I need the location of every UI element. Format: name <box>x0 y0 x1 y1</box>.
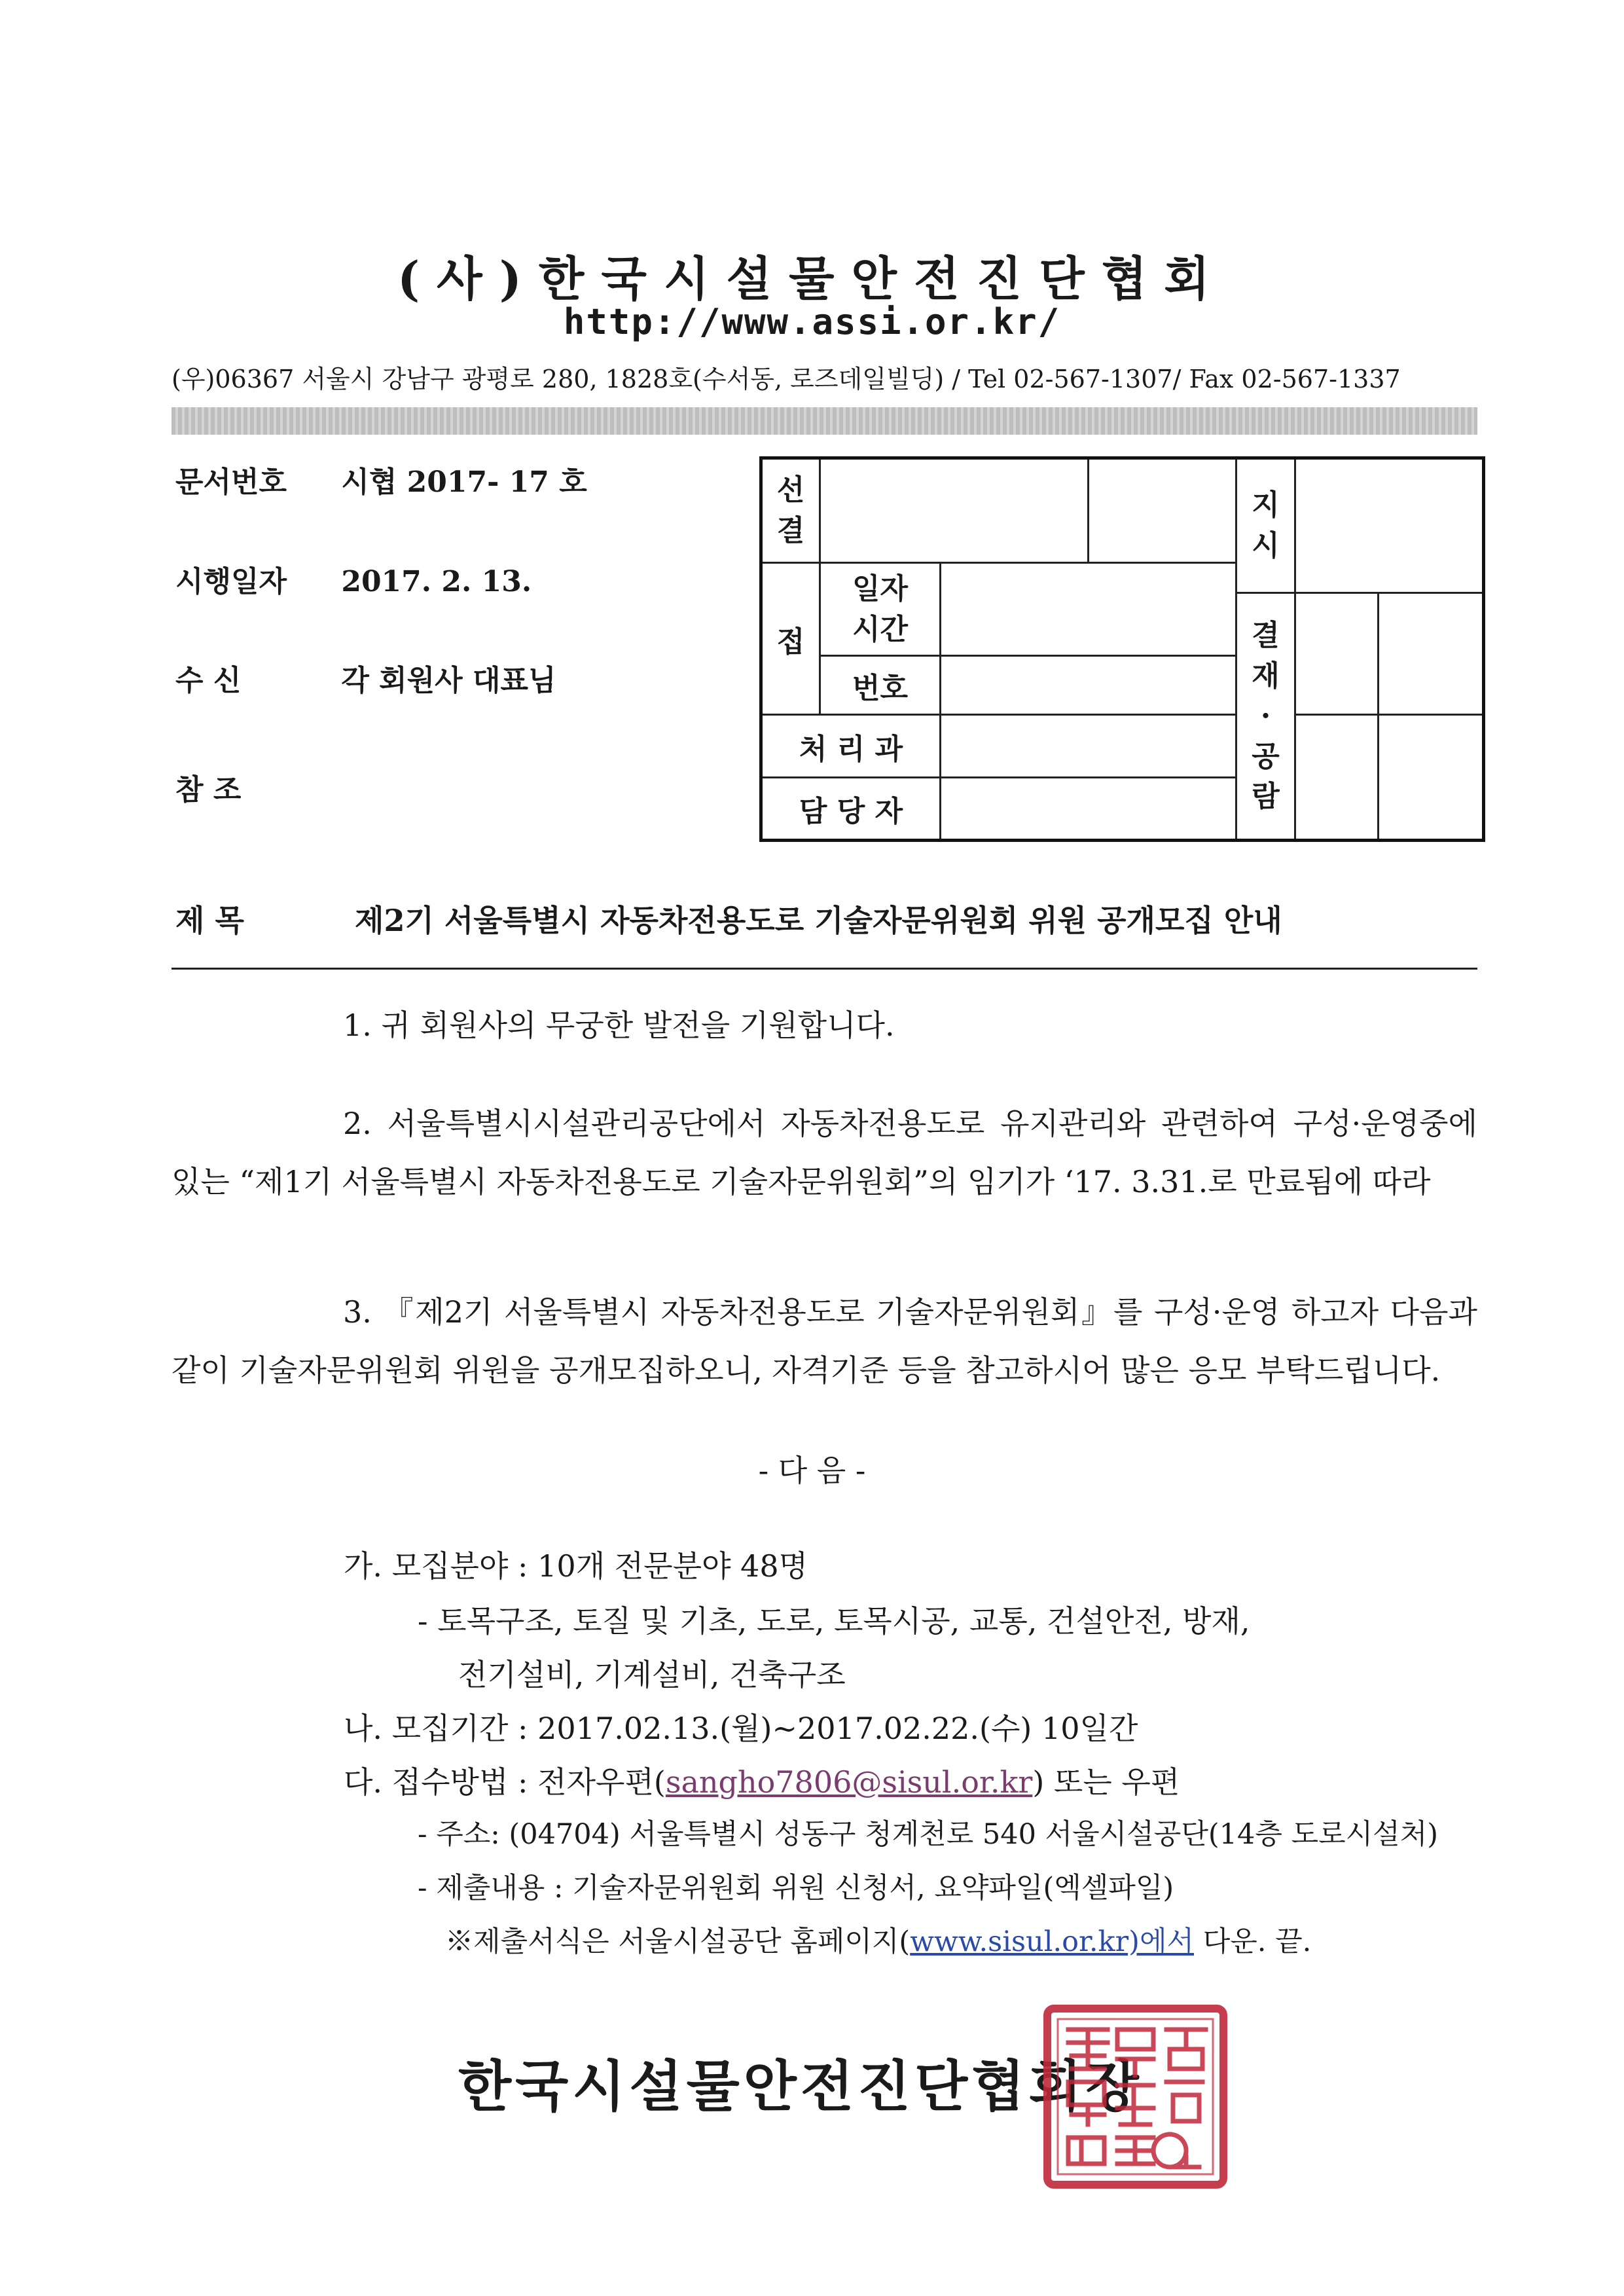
item-application-method <box>344 1758 1180 1802</box>
seon-gyeol-label: 선 결 <box>761 458 820 563</box>
recipient-label: 수 신 <box>175 664 242 697</box>
item-recruit-field: 가. 모집분야 : 10개 전문분야 48명 <box>344 1548 808 1584</box>
number-label: 번호 <box>820 656 941 715</box>
paragraph-3 <box>171 1283 1477 1400</box>
subject-label: 제 목 <box>175 903 244 938</box>
instruction-cell <box>1295 458 1484 593</box>
form-note-prefix: ※제출서식은 서울시설공단 홈페이지( <box>445 1925 911 1958</box>
recipient-value: 각 회원사 대표님 <box>341 664 556 697</box>
header-divider-band <box>171 407 1477 435</box>
paragraph-2 <box>171 1095 1477 1211</box>
paragraph-3-text: 3. 『제2기 서울특별시 자동차전용도로 기술자문위원회』를 구성·운영 하고자 다음과 같이 기술자문위원회 위원을 공개모집하오니, 자격기준 등을 참고하시어 많은 응모 부탁드립니다. <box>171 1294 1477 1388</box>
item-recruit-field-sub1: - 토목구조, 토질 및 기초, 도로, 토목시공, 교통, 건설안전, 방재, <box>418 1603 1250 1639</box>
seon-gyeol-cell-2 <box>1089 458 1236 563</box>
doc-number-label: 문서번호 <box>175 465 287 499</box>
approval-cell-a2 <box>1295 715 1379 841</box>
email-link[interactable]: sangho7806@sisul.or.kr <box>665 1764 1033 1800</box>
paragraph-1 <box>171 996 1477 1055</box>
form-note-suffix: 다운. 끝. <box>1194 1925 1312 1958</box>
item-submission-content: - 제출내용 : 기술자문위원회 위원 신청서, 요약파일(엑셀파일) <box>418 1872 1174 1904</box>
item-recruit-period: 나. 모집기간 : 2017.02.13.(월)~2017.02.22.(수) 10일간 <box>344 1711 1138 1746</box>
paragraph-1-text: 1. 귀 회원사의 무궁한 발전을 기원합니다. <box>343 1008 895 1043</box>
reference-label: 참 조 <box>175 773 242 807</box>
recipient-row <box>175 657 556 699</box>
approval-box <box>759 456 1482 841</box>
subject-row <box>175 897 1282 940</box>
website-link[interactable]: www.sisul.or.kr)에서 <box>910 1925 1195 1958</box>
item-recruit-field-sub2: 전기설비, 기계설비, 건축구조 <box>458 1657 846 1692</box>
organization-url[interactable]: http://www.assi.or.kr/ <box>563 301 1061 342</box>
approval-review-label: 결 재 · 공 람 <box>1236 593 1295 841</box>
item-form-note <box>445 1920 1311 1959</box>
subject-divider <box>171 968 1477 970</box>
reference-row <box>175 766 341 808</box>
issue-date-label: 시행일자 <box>175 565 287 598</box>
person-in-charge-cell <box>941 778 1236 841</box>
approval-cell-b2 <box>1379 715 1484 841</box>
doc-number-value: 시협 2017- 17 호 <box>341 465 587 499</box>
details-separator: - 다 음 - <box>758 1453 866 1488</box>
instruction-label: 지 시 <box>1236 458 1295 593</box>
application-method-prefix: 다. 접수방법 : 전자우편( <box>344 1764 666 1800</box>
approval-cell-b1 <box>1379 593 1484 715</box>
seon-gyeol-cell-1 <box>820 458 1089 563</box>
organization-title: (사)한국시설물안전진단협회 <box>397 251 1227 306</box>
number-cell <box>941 656 1236 715</box>
processing-dept-label: 처 리 과 <box>761 715 941 778</box>
person-in-charge-label: 담 당 자 <box>761 778 941 841</box>
jeop-su-label-top: 접 <box>761 563 820 715</box>
issue-date-value: 2017. 2. 13. <box>341 565 532 598</box>
processing-dept-cell <box>941 715 1236 778</box>
issue-date-row <box>175 558 532 600</box>
subject-value: 제2기 서울특별시 자동차전용도로 기술자문위원회 위원 공개모집 안내 <box>355 903 1282 938</box>
organization-address: (우)06367 서울시 강남구 광평로 280, 1828호(수서동, 로즈데일빌딩) / Tel 02-567-1307/ Fax 02-567-1337 <box>171 365 1401 393</box>
item-address: - 주소: (04704) 서울특별시 성동구 청계천로 540 서울시설공단(14층 도로시설처) <box>418 1818 1439 1851</box>
official-seal-icon <box>1042 2003 1229 2190</box>
date-time-cell <box>941 563 1236 656</box>
application-method-suffix: ) 또는 우편 <box>1032 1764 1180 1800</box>
approval-cell-a1 <box>1295 593 1379 715</box>
doc-number-row <box>175 458 587 500</box>
signatory-name: 한국시설물안전진단협회장 <box>458 2054 1143 2119</box>
paragraph-2-text: 2. 서울특별시시설관리공단에서 자동차전용도로 유지관리와 관련하여 구성·운영중에 있는 “제1기 서울특별시 자동차전용도로 기술자문위원회”의 임기가 ‘17. 3.31.로 만료됨에 따라 <box>171 1106 1477 1199</box>
date-time-label: 일자 시간 <box>820 563 941 656</box>
